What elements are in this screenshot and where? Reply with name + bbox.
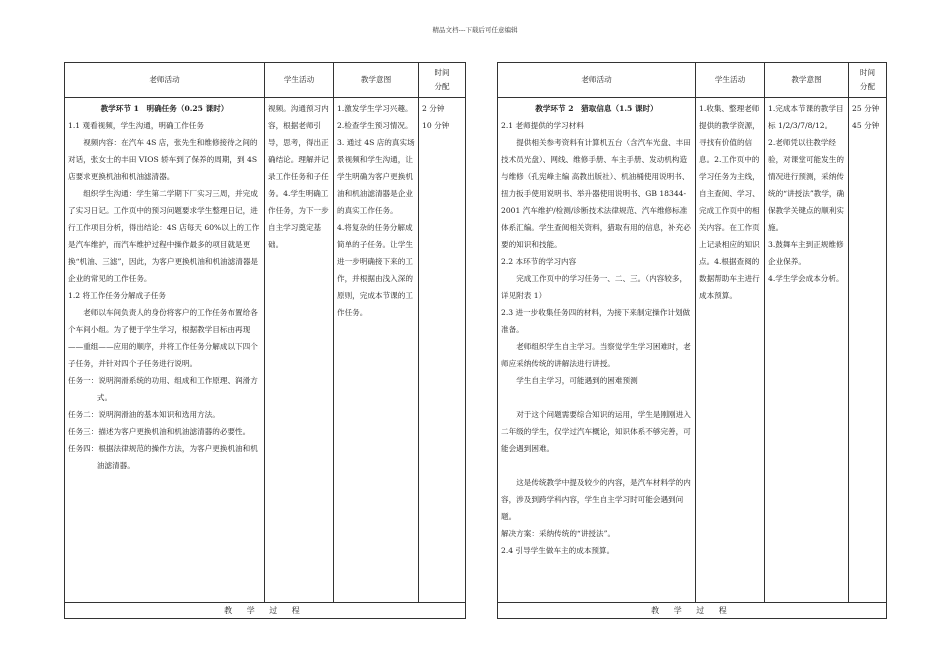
teacher-line: 任务二：说明润滑油的基本知识和选用方法。 bbox=[68, 410, 220, 419]
header-teacher: 老师活动 bbox=[65, 63, 265, 98]
section-title: 教学环节 1 明确任务（0.25 课时） bbox=[100, 104, 229, 113]
teacher-line: 2.1 老师提供的学习材料 bbox=[501, 121, 584, 130]
header-teacher: 老师活动 bbox=[498, 63, 696, 98]
section-title: 教学环节 2 猎取信息（1.5 课时） bbox=[535, 104, 658, 113]
teacher-line: 完成工作页中的学习任务一、二、三。（内容较多，详见附表 1） bbox=[501, 274, 688, 300]
header-intent: 教学意图 bbox=[765, 63, 849, 98]
teacher-lines bbox=[68, 117, 261, 474]
time-cell bbox=[419, 98, 466, 603]
teacher-line: 任务四：根据法律规范的操作方法，为客户更换机油和机油滤清器。 bbox=[68, 444, 258, 470]
intent-line: 2.老师凭以往教学经验，对课堂可能发生的情况进行预测，采纳传统的“讲授法”教学，确保教学关键点的顺利实施。 bbox=[768, 138, 845, 232]
time-line: 45 分钟 bbox=[852, 121, 880, 130]
header-time bbox=[849, 63, 887, 98]
teacher-line: 任务一：说明润滑系统的功用、组成和工作原理、润滑方式。 bbox=[68, 376, 258, 402]
header-student: 学生活动 bbox=[696, 63, 765, 98]
teacher-line: 提供相关参考资料有计算机五台（含汽车光盘、丰田技术员光盘）、网线、维修手册、车主手册、发动机构造与维修（孔宪峰主编 高教出版社）、机油桶使用说明书、扭力扳手使用说明书、举升器使用说明书、GB 18344-2001 汽车维护/检测/诊断技术法律规范、汽车维修标准体系汇编。学生查阅相关资料，猎取有用的信息，补充必要的知识和技能。 bbox=[501, 138, 691, 249]
teacher-line: 老师组织学生自主学习。当察觉学生学习困难时，老师应采纳传统的讲解法进行讲授。 bbox=[501, 342, 691, 368]
teacher-line: 2.2 本环节的学习内容 bbox=[501, 257, 577, 266]
teacher-line: 解决方案：采纳传统的“讲授法”。 bbox=[501, 529, 616, 538]
table-footer: 教 学 过 程 bbox=[498, 603, 887, 619]
student-activity-cell: 1.收集、整理老师提供的教学资源，寻找有价值的信息。2.工作页中的学习任务为主线，自主查阅、学习、完成工作页中的相关内容。在工作页上记录相应的知识点。4.根据查阅的数据帮助车主进行成本预算。 bbox=[696, 98, 765, 603]
teacher-line: 2.4 引导学生做车主的成本预算。 bbox=[501, 546, 615, 555]
intent-line: 1.激发学生学习兴趣。 bbox=[337, 104, 413, 113]
teacher-line: 任务三：描述为客户更换机油和机油滤清器的必要性。 bbox=[68, 427, 251, 436]
time-line: 2 分钟 bbox=[422, 104, 445, 113]
student-activity-cell: 视频。沟通预习内容，根据老师引导，思考，得出正确结论。理解并记录工作任务和子任务。4.学生明确工作任务，为下一步自主学习奠定基础。 bbox=[265, 98, 334, 603]
teacher-line: 视频内容：在汽车 4S 店，张先生和维修接待之间的对话，张女士的丰田 VIOS 轿车到了保养的周期，到 4S 店要求更换机油和机油滤清器。 bbox=[68, 138, 258, 181]
right-lesson-table bbox=[497, 62, 887, 619]
header-time-line2: 分配 bbox=[859, 82, 876, 91]
time-cell bbox=[849, 98, 887, 603]
left-lesson-table bbox=[64, 62, 466, 619]
intent-line: 3. 通过 4S 店的真实场景视频和学生沟通，让学生明确为客户更换机油和机油滤清器是企业的真实工作任务。 bbox=[337, 138, 415, 215]
teacher-lines bbox=[501, 117, 692, 559]
intent-line: 3.鼓舞车主到正规维修企业保养。 bbox=[768, 240, 844, 266]
teacher-line: 2.3 进一步收集任务四的材料，为接下来制定操作计划做准备。 bbox=[501, 308, 691, 334]
teacher-line: 1.2 将工作任务分解成子任务 bbox=[68, 291, 167, 300]
header-intent: 教学意图 bbox=[334, 63, 419, 98]
teacher-line: 这是传统教学中提及较少的内容，是汽车材料学的内容，涉及到跨学科内容，学生自主学习时可能会遇到问题。 bbox=[501, 478, 691, 521]
teaching-intent-cell bbox=[765, 98, 849, 603]
teacher-activity-cell bbox=[498, 98, 696, 603]
teaching-intent-cell bbox=[334, 98, 419, 603]
header-student: 学生活动 bbox=[265, 63, 334, 98]
teacher-line: 对于这个问题需要综合知识的运用，学生是刚刚进入二年级的学生，仅学过汽车概论，知识体系不够完善，可能会遇到困难。 bbox=[501, 410, 691, 453]
teacher-line: 1.1 观看视频，学生沟通，明确工作任务 bbox=[68, 121, 204, 130]
intent-line: 4.学生学会成本分析。 bbox=[768, 274, 844, 283]
teacher-line: 老师以车间负责人的身份将客户的工作任务布置给各个车间小组。为了便于学生学习，根据教学目标由再现——重组——应用的顺序，并将工作任务分解成以下四个子任务，并针对四个子任务进行说明。 bbox=[68, 308, 258, 368]
spacer bbox=[501, 457, 692, 474]
table-footer: 教 学 过 程 bbox=[65, 603, 466, 619]
page-header: 精品文档---下载后可任意编辑 bbox=[432, 26, 518, 34]
intent-line: 2.检查学生预习情况。 bbox=[337, 121, 413, 130]
time-line: 25 分钟 bbox=[852, 104, 880, 113]
header-time-line1: 时间 bbox=[434, 68, 450, 77]
teacher-line: 组织学生沟通：学生第二学期下厂实习三周，并完成了实习日记。工作页中的预习问题要求学生整理日记，进行工作项目分析，得出结论：4S 店每天 60%以上的工作是汽车维护，而汽车维护过程中操作最多的项目就是更换“机油、三滤”，因此，为客户更换机油和机油滤清器是企业的常见的工作任务。 bbox=[68, 189, 260, 283]
header-time-line2: 分配 bbox=[434, 82, 450, 91]
spacer bbox=[501, 389, 692, 406]
intent-line: 1.完成本节课的教学目标 1/2/3/7/8/12。 bbox=[768, 104, 844, 130]
time-line: 10 分钟 bbox=[422, 121, 450, 130]
header-time bbox=[419, 63, 466, 98]
intent-line: 4.将复杂的任务分解成简单的子任务。让学生进一步明确接下来的工作，并根据由浅入深的原则，完成本节课的工作任务。 bbox=[337, 223, 413, 317]
teacher-activity-cell bbox=[65, 98, 265, 603]
header-time-line1: 时间 bbox=[859, 68, 876, 77]
teacher-line: 学生自主学习，可能遇到的困难预测 bbox=[516, 376, 638, 385]
